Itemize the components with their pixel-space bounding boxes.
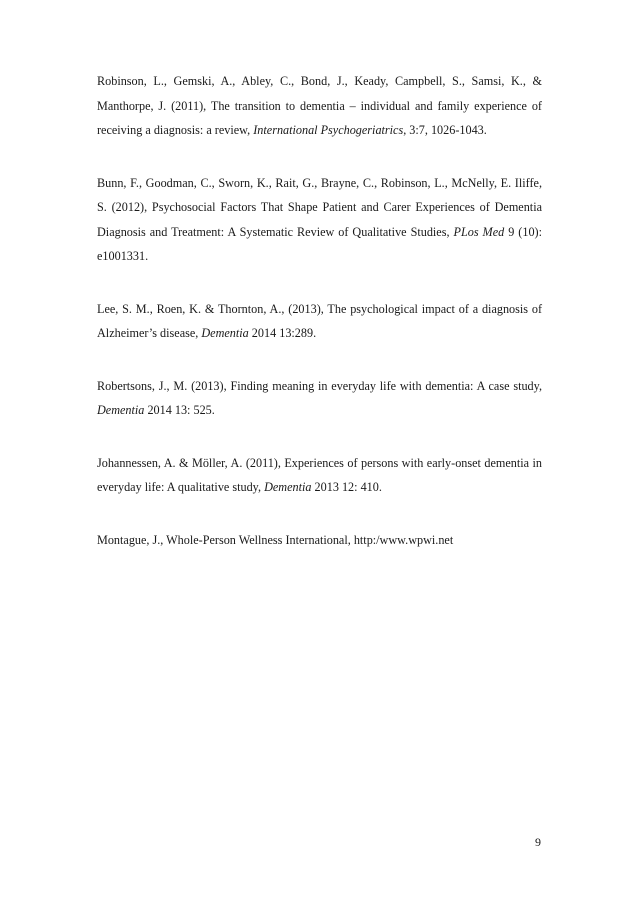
reference-list (97, 69, 542, 552)
reference-citation: 2014 13:289. (248, 326, 317, 340)
reference-text: Johannessen, A. & Möller, A. (2011), Experiences of persons with early-onset dementia in everyday life: A qualitative study, (97, 455, 542, 494)
journal-title: PLos Med (453, 224, 505, 239)
reference-johannessen (97, 451, 542, 500)
reference-text: Robinson, L., Gemski, A., Abley, C., Bond, J., Keady, Campbell, S., Samsi, K., & Manthorpe, J. (2011), The transition to dementia – individual and family experience of receiving a diagnosis: a review, (97, 74, 542, 137)
reference-citation: 2013 12: 410. (311, 480, 382, 494)
reference-text: Bunn, F., Goodman, C., Sworn, K., Rait, G., Brayne, C., Robinson, L., McNelly, E. Iliffe, S. (2012), Psychosocial Factors That Shape Patient and Carer Experiences of Dementia Diagnosis and Treatment: A Systematic Review of Qualitative Studies, (97, 175, 542, 239)
page-number: 9 (535, 835, 541, 849)
journal-title: International Psychogeriatrics (253, 123, 404, 137)
reference-lee (97, 297, 542, 346)
reference-bunn (97, 171, 542, 269)
reference-citation: 9 (10): e1001331. (97, 224, 542, 263)
reference-citation: 2014 13: 525. (144, 403, 215, 417)
journal-title: Dementia (264, 480, 312, 494)
reference-text: Robertsons, J., M. (2013), Finding meaning in everyday life with dementia: A case study, (97, 378, 542, 393)
reference-robertsons (97, 374, 542, 423)
journal-title: Dementia (201, 326, 249, 340)
reference-citation: , 3:7, 1026-1043. (403, 123, 487, 137)
reference-text: Lee, S. M., Roen, K. & Thornton, A., (2013), The psychological impact of a diagnosis of Alzheimer’s disease, (97, 301, 542, 340)
reference-text: Montague, J., Whole-Person Wellness International, http:/www.wpwi.net (97, 532, 454, 547)
journal-title: Dementia (97, 403, 145, 417)
reference-montague (97, 528, 542, 553)
reference-robinson (97, 69, 542, 143)
